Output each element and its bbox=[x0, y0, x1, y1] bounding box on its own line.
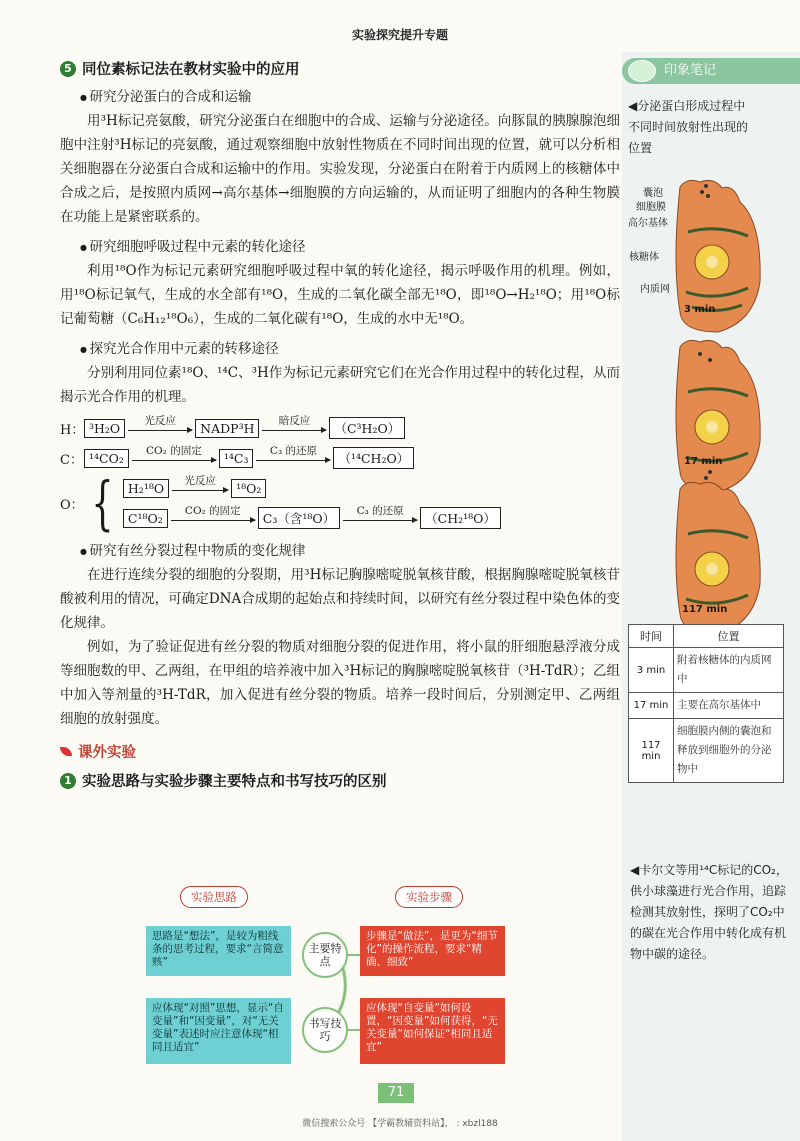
main-content bbox=[60, 50, 620, 797]
table-row bbox=[629, 648, 784, 693]
extra-heading-text: 课外实验 bbox=[78, 745, 136, 761]
th-time: 时间 bbox=[629, 625, 674, 648]
circle-tips: 书写技巧 bbox=[302, 1007, 348, 1053]
eq-c-2: ¹⁴C₃ bbox=[219, 449, 254, 468]
eq-o-5: （CH₂¹⁸O） bbox=[420, 507, 501, 529]
eq-h-3: （C³H₂O） bbox=[329, 417, 405, 439]
box-step-feature: 步骤是“做法”，是更为“细节化”的操作流程，要求“精确、细致” bbox=[360, 926, 505, 976]
para-protein: 用³H标记亮氨酸，研究分泌蛋白在细胞中的合成、运输与分泌途径。向豚鼠的胰腺腺泡细胞中注射³H标记的亮氨酸，通过观察细胞中放射性物质在不同时间出现的位置，就可以分析相关细胞器在分泌蛋白合成和运输中的作用。实验发现，分泌蛋白在附着于内质网上的核糖体中合成之后，是按照内质网→高尔基体→细胞膜的方向运输的，从而证明了细胞内的各种生物膜在功能上是紧密联系的。 bbox=[60, 113, 620, 225]
label-er: 内质网 bbox=[640, 284, 670, 295]
label-golgi: 高尔基体 bbox=[628, 218, 668, 229]
para-example: 例如，为了验证促进有丝分裂的物质对细胞分裂的促进作用，将小鼠的肝细胞悬浮液分成等细胞数的甲、乙两组，在甲组的培养液中加入³H标记的胸腺嘧啶脱氧核苷（³H-TdR）；乙组中加入等剂量的³H-TdR，加入促进有丝分裂的物质。培养一段时间后，分别测定甲、乙两组细胞的放射强度。 bbox=[60, 639, 620, 727]
page-header-title: 实验探究提升专题 bbox=[351, 28, 448, 42]
eq-o-arrow-3 bbox=[343, 503, 417, 521]
box-thought-feature: 思路是“想法”，是较为粗线条的思考过程，要求“言简意赅” bbox=[146, 926, 291, 976]
section-title: 同位素标记法在教材实验中的应用 bbox=[82, 62, 300, 78]
eq-c-arrow-1 bbox=[132, 443, 216, 461]
eq-o-arrow-2-label: CO₂ 的固定 bbox=[184, 505, 241, 517]
equation-o-2 bbox=[123, 503, 501, 533]
eq-o-1: H₂¹⁸O bbox=[123, 479, 169, 498]
eq-h-2: NADP³H bbox=[195, 419, 259, 438]
sub-heading-number: 1 bbox=[60, 773, 76, 789]
time-17min: 17 min bbox=[684, 456, 723, 467]
eq-c-arrow-2-label: C₃ 的还原 bbox=[269, 445, 318, 457]
cell-17min bbox=[676, 340, 760, 492]
eq-c-1: ¹⁴CO₂ bbox=[84, 449, 129, 468]
cell-time: 3 min bbox=[629, 648, 674, 693]
eq-o-arrow-1-label: 光反应 bbox=[184, 475, 216, 487]
eq-c-arrow-1-label: CO₂ 的固定 bbox=[146, 445, 202, 457]
eq-c-label: C： bbox=[60, 452, 83, 468]
cell-time: 17 min bbox=[629, 693, 674, 719]
extra-heading bbox=[60, 741, 620, 762]
th-position: 位置 bbox=[674, 625, 784, 648]
section-heading bbox=[60, 58, 620, 79]
sidebar-title: 印象笔记 bbox=[664, 63, 717, 78]
eq-h-label: H： bbox=[60, 422, 85, 438]
para-respiration: 利用¹⁸O作为标记元素研究细胞呼吸过程中氧的转化途径，揭示呼吸作用的机理。例如，用¹⁸O标记氧气，生成的水全部有¹⁸O，生成的二氧化碳全部无¹⁸O，即¹⁸O→H₂¹⁸O；用¹⁸O标记葡萄糖（C₆H₁₂¹⁸O₆），生成的二氧化碳有¹⁸O，生成的水中无¹⁸O。 bbox=[60, 263, 620, 327]
para-mitosis: 在进行连续分裂的细胞的分裂期，用³H标记胸腺嘧啶脱氧核苷酸，根据胸腺嘧啶脱氧核苷酸被利用的情况，可确定DNA合成期的起始点和持续时间，以研究有丝分裂过程中染色体的变化规律。 bbox=[60, 567, 620, 631]
section-number: 5 bbox=[60, 61, 76, 77]
cell-illustrations bbox=[622, 172, 800, 642]
label-ribosome: 核糖体 bbox=[629, 252, 659, 263]
cell-position: 细胞膜内侧的囊泡和释放到细胞外的分泌物中 bbox=[674, 719, 784, 783]
sidebar-note-2: ◀卡尔文等用¹⁴C标记的CO₂，供小球藻进行光合作用，追踪检测其放射性，探明了CO₂中的碳在光合作用中转化成有机物中碳的途径。 bbox=[630, 863, 788, 961]
eq-h-arrow-2 bbox=[262, 413, 326, 431]
table-row bbox=[629, 693, 784, 719]
label-membrane: 细胞膜 bbox=[636, 202, 666, 213]
eq-h-arrow-1 bbox=[128, 413, 192, 431]
eq-h-1: ³H₂O bbox=[84, 419, 125, 438]
time-position-table bbox=[628, 624, 784, 783]
sidebar-note-1: ◀分泌蛋白形成过程中不同时间放射性出现的位置 bbox=[628, 99, 749, 155]
equations bbox=[60, 413, 620, 537]
elephant-icon bbox=[628, 60, 656, 82]
bullet-photosynthesis: ● 探究光合作用中元素的转移途径 bbox=[80, 337, 620, 357]
eq-o-brace: { bbox=[91, 469, 114, 537]
sidebar-header bbox=[622, 58, 800, 84]
equation-o bbox=[60, 469, 620, 537]
eq-o-arrow-1 bbox=[172, 473, 228, 491]
eq-h-arrow-2-label: 暗反应 bbox=[278, 415, 311, 427]
label-vesicle: 囊泡 bbox=[643, 188, 663, 199]
cell-position: 主要在高尔基体中 bbox=[674, 693, 784, 719]
equation-c bbox=[60, 443, 620, 473]
bullet-mitosis: ● 研究有丝分裂过程中物质的变化规律 bbox=[80, 539, 620, 559]
eq-h-arrow-1-label: 光反应 bbox=[144, 415, 176, 427]
pill-left: 实验思路 bbox=[180, 886, 248, 908]
table-row bbox=[629, 719, 784, 783]
eq-o-arrow-2 bbox=[171, 503, 255, 521]
time-3min: 3 min bbox=[684, 304, 716, 315]
eq-o-arrow-3-label: C₃ 的还原 bbox=[356, 505, 404, 517]
page-number: 71 bbox=[378, 1083, 414, 1103]
page-footer: 微信搜索公众号 【学霸教辅资料站】， : xbzl188 bbox=[302, 1119, 498, 1129]
eq-o-4: C₃（含¹⁸O） bbox=[258, 507, 340, 529]
circle-feature: 主要特点 bbox=[302, 932, 348, 978]
sub-heading bbox=[60, 770, 620, 791]
pill-right: 实验步骤 bbox=[395, 886, 463, 908]
sidebar-notes bbox=[622, 52, 800, 1141]
eq-c-arrow-2 bbox=[256, 443, 330, 461]
eq-c-3: （¹⁴CH₂O） bbox=[333, 447, 414, 469]
equation-o-1 bbox=[123, 473, 501, 503]
bullet-protein: ● 研究分泌蛋白的合成和运输 bbox=[80, 85, 620, 105]
comparison-diagram bbox=[140, 880, 530, 1080]
para-photosynthesis: 分别利用同位素¹⁸O、¹⁴C、³H作为标记元素研究它们在光合作用过程中的转化过程，从而揭示光合作用的机理。 bbox=[60, 365, 620, 405]
box-thought-tips: 应体现“对照”思想，显示“自变量”和“因变量”，对“无关变量”表述时应注意体现“相同且适宜” bbox=[146, 998, 291, 1064]
eq-o-3: C¹⁸O₂ bbox=[123, 509, 168, 528]
table-header bbox=[629, 625, 784, 648]
cell-time: 117 min bbox=[629, 719, 674, 783]
eq-o-label: O： bbox=[60, 497, 84, 513]
bullet-respiration: ● 研究细胞呼吸过程中元素的转化途径 bbox=[80, 235, 620, 255]
leaf-icon bbox=[60, 747, 72, 756]
eq-o-2: ¹⁸O₂ bbox=[231, 479, 266, 498]
box-step-tips: 应体现“自变量”如何设置，“因变量”如何获得，“无关变量”如何保证“相同且适宜” bbox=[360, 998, 505, 1064]
time-117min: 117 min bbox=[682, 604, 728, 615]
sub-heading-title: 实验思路与实验步骤主要特点和书写技巧的区别 bbox=[82, 774, 387, 790]
equation-h bbox=[60, 413, 620, 443]
cell-position: 附着核糖体的内质网中 bbox=[674, 648, 784, 693]
